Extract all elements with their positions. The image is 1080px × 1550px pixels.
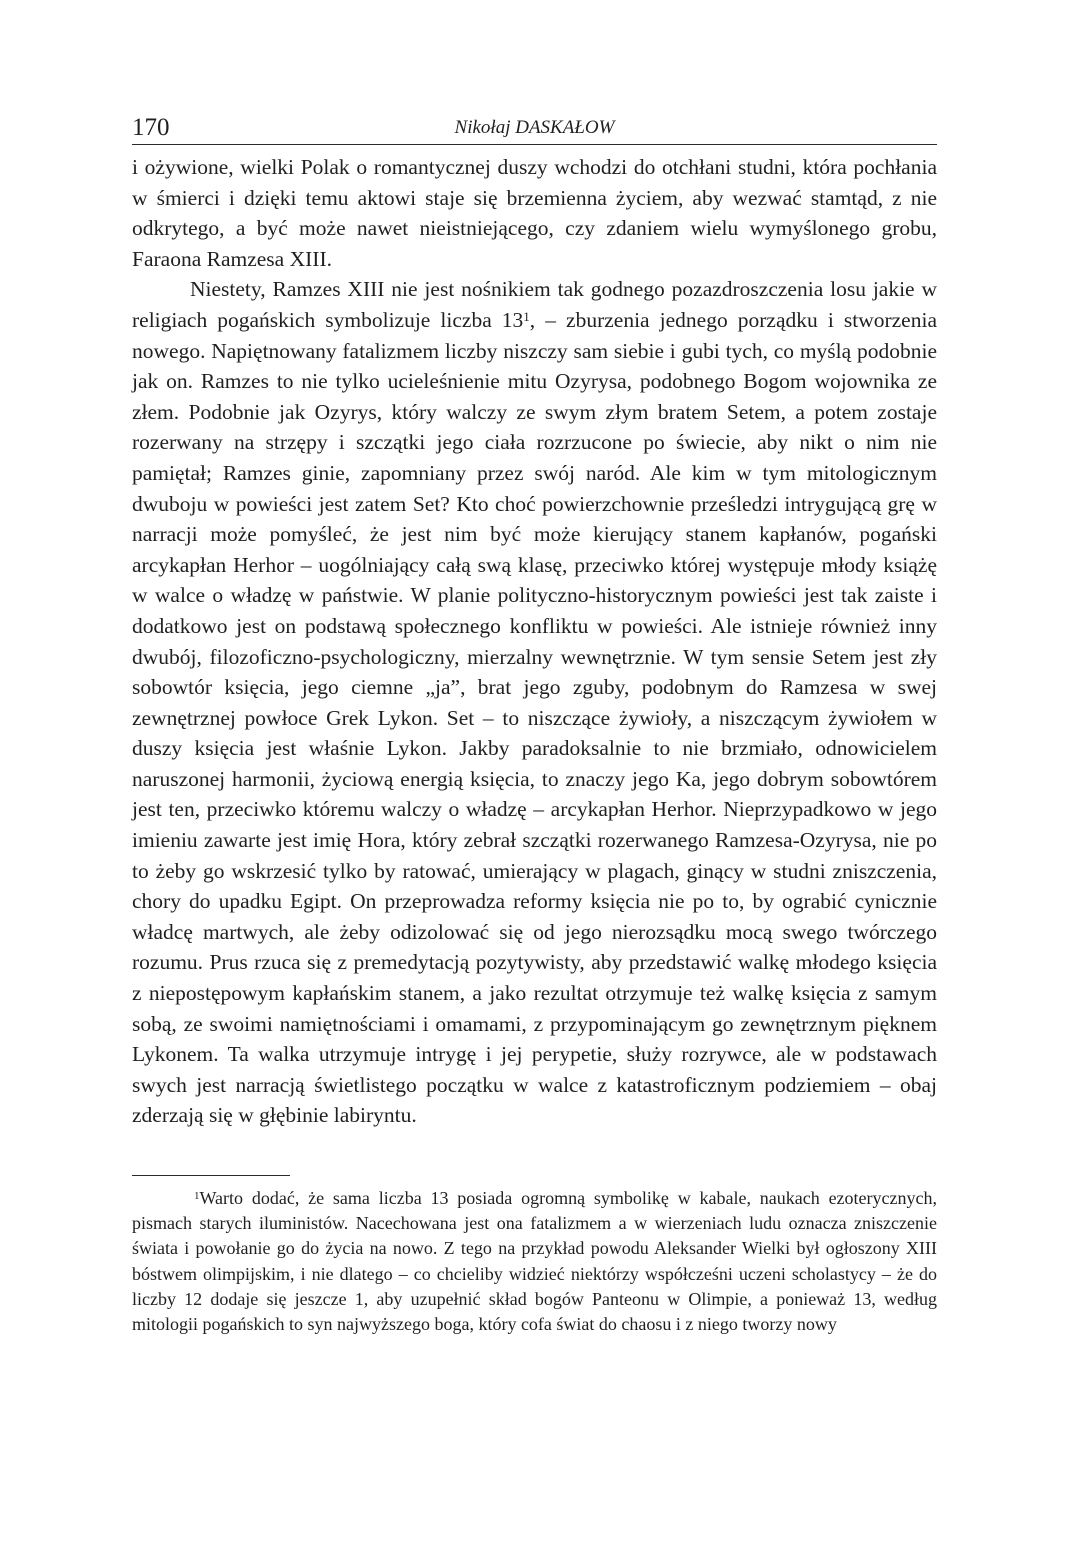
paragraph [132,274,937,1131]
footnote-marker: 1 [194,1190,200,1202]
page-number: 170 [132,114,170,141]
footnote-separator [132,1175,290,1176]
footnote [132,1186,937,1337]
footnote-text: Warto dodać, że sama liczba 13 posiada ogromną symbolikę w kabale, naukach ezoterycznych, pismach starych iluministów. Nacechowana jest ona fatalizmem a w wierzeniach ludu oznacza zniszczenie świata i powołanie go do życia na nowo. Z tego na przykład powodu Aleksander Wielki był ogłoszony XIII bóstwem olimpijskim, i nie dlatego – co chcieliby widzieć niektórzy współcześni uczeni scholastycy – że do liczby 12 dodaje się jeszcze 1, aby uzupełnić skład bogów Panteonu w Olimpie, a ponieważ 13, według mitologii pogańskich to syn najwyższego boga, który cofa świat do chaosu i z niego tworzy nowy [132,1188,937,1335]
main-text [132,152,937,1131]
running-title: Nikołaj DASKAŁOW [454,117,615,138]
book-page [132,108,937,1337]
paragraph: i ożywione, wielki Polak o romantycznej duszy wchodzi do otchłani studni, która pochłania w śmierci i dzięki temu aktowi staje się brzemienna życiem, aby wezwać stamtąd, z nie odkrytego, a być może nawet nieistniejącego, czy zdaniem wielu wymyślonego grobu, Faraona Ramzesa XIII. [132,155,937,271]
paragraph-text: , – zburzenia jednego porządku i stworzenia nowego. Napiętnowany fatalizmem liczby niszczy sam siebie i gubi tych, co myślą podobnie jak on. Ramzes to nie tylko ucieleśnienie mitu Ozyrysa, podobnego Bogom wojownika ze złem. Podobnie jak Ozyrys, który walczy ze swym złym bratem Setem, a potem zostaje rozerwany na strzępy i szczątki jego ciała rozrzucone po świecie, aby nikt o nim nie pamiętał; Ramzes ginie, zapomniany przez swój naród. Ale kim w tym mitologicznym dwuboju w powieści jest zatem Set? Kto choć powierzchownie prześledzi intrygującą grę w narracji może pomyśleć, że jest nim być może kierujący stanem kapłanów, pogański arcykapłan Herhor – uogólniający całą swą klasę, przeciwko której występuje młody książę w walce o władzę w państwie. W planie polityczno-historycznym powieści jest tak zaiste i dodatkowo jest on podstawą społecznego konfliktu w powieści. Ale istnieje również inny dwubój, filozoficzno-psychologiczny, mierzalny wewnętrznie. W tym sensie Setem jest zły sobowtór księcia, jego ciemne „ja”, brat jego zguby, podobnym do Ramzesa w swej zewnętrznej powłoce Grek Lykon. Set – to niszczące żywioły, a niszczącym żywiołem w duszy księcia jest właśnie Lykon. Jakby paradoksalnie to nie brzmiało, odnowicielem naruszonej harmonii, życiową energią księcia, to znaczy jego Ka, jego dobrym sobowtórem jest ten, przeciwko któremu walczy o władzę – arcykapłan Herhor. Nieprzypadkowo w jego imieniu zawarte jest imię Hora, który zebrał szczątki rozerwanego Ramzesa-Ozyrysa, nie po to żeby go wskrzesić tylko by ratować, umierający w plagach, ginący w studni zniszczenia, chory do upadku Egipt. On przeprowadza reformy księcia nie po to, by ograbić cynicznie władcę martwych, ale żeby odizolować się od jego nierozsądku mocą swego twórczego rozumu. Prus rzuca się z premedytacją pozytywisty, aby przedstawić walkę młodego księcia z niepostępowym kapłańskim stanem, a jako rezultat otrzymuje też walkę księcia z samym sobą, ze swoimi namiętnościami i omamami, z przypominającym go zewnętrznym pięknem Lykonem. Ta walka utrzymuje intrygę i jej perypetie, służy rozrywce, ale w podstawach swych jest narracją świetlistego początku w walce z katastroficznym podziemiem – obaj zderzają się w głębinie labiryntu. [132,307,937,1128]
paragraph-text: Niestety, Ramzes XIII nie jest nośnikiem tak godnego pozazdroszczenia losu jakie w religiach pogańskich symbolizuje liczba 13 [132,277,937,332]
footnote-reference: 1 [523,308,530,324]
running-header [132,108,937,145]
